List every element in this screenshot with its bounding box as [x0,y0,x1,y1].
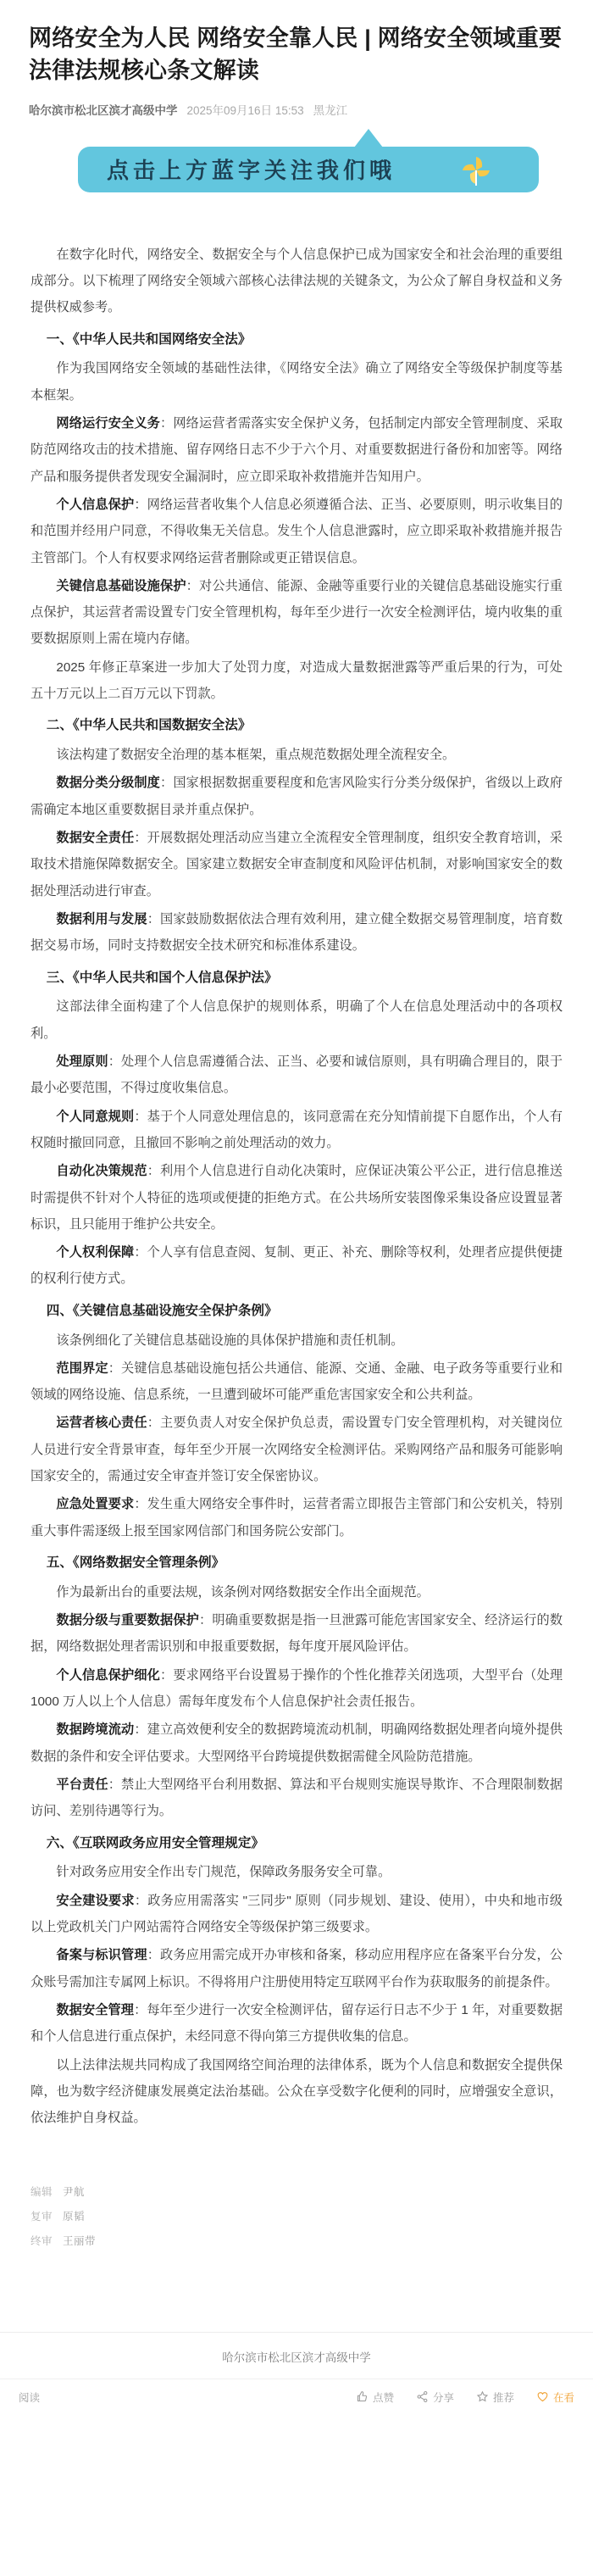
paragraph-lead: 自动化决策规范 [56,1164,147,1179]
body-paragraph [30,1716,563,1770]
body-paragraph [30,573,563,653]
thumbs-up-icon [356,2390,369,2403]
account-name[interactable]: 哈尔滨市松北区滨才高级中学 [29,103,178,117]
paragraph-text: ：政务应用需落实 "三同步" 原则（同步规划、建设、使用），中央和地市级以上党政机关门户网站需符合网络安全等级保护第三级要求。 [30,1893,563,1934]
credit-row [30,2205,563,2229]
paragraph-text: ：网络运营者收集个人信息必须遵循合法、正当、必要原则，明示收集目的和范围并经用户同意，不得收集无关信息。发生个人信息泄露时，应立即采取补救措施并报告主管部门。个人有权要求网络运营者删除或更正错误信息。 [30,497,563,565]
follow-banner[interactable] [0,147,593,213]
paragraph-text: 以上法律法规共同构成了我国网络空间治理的法律体系，既为个人信息和数据安全提供保障，也为数字经济健康发展奠定法治基础。公众在享受数字化便利的同时，应增强安全意识，依法维护自身权益。 [30,2057,563,2126]
like-label: 点赞 [372,2391,394,2404]
paragraph-text: 这部法律全面构建了个人信息保护的规则体系，明确了个人在信息处理活动中的各项权利。 [30,999,563,1041]
share-button[interactable] [416,2390,454,2405]
star-icon [476,2390,489,2403]
paragraph-text: ：发生重大网络安全事件时，运营者需立即报告主管部门和公安机关，特别重大事件需逐级上报至国家网信部门和国务院公安部门。 [30,1497,563,1538]
credit-row [30,2229,563,2254]
banner-text: 点击上方蓝字关注我们哦 [107,158,396,184]
paragraph-text: 2025 年修正草案进一步加大了处罚力度，对造成大量数据泄露等严重后果的行为，可处五十万元以上二百万元以下罚款。 [30,659,563,702]
banner-bubble[interactable] [78,147,539,192]
recommend-button[interactable] [476,2390,514,2405]
paragraph-text: ：国家根据数据重要程度和危害风险实行分类分级保护，省级以上政府需确定本地区重要数据目录并重点保护。 [30,776,563,817]
paragraph-text: ：要求网络平台设置易于操作的个性化推荐关闭选项，大型平台（处理 1000 万人以上个人信息）需每年度发布个人信息保护社会责任报告。 [30,1667,563,1710]
body-paragraph [30,492,563,571]
paragraph-lead: 数据跨境流动 [56,1722,135,1738]
heart-icon [536,2390,549,2403]
paragraph-text: 作为最新出台的重要法规，该条例对网络数据安全作出全面规范。 [56,1584,430,1600]
paragraph-lead: 处理原则 [56,1054,108,1069]
body-paragraph [30,1662,563,1716]
body-paragraph [30,1049,563,1102]
pinwheel-icon [459,153,493,187]
paragraph-lead: 数据分级与重要数据保护 [56,1613,199,1628]
body-paragraph [30,1579,563,1605]
read-label: 阅读 [19,2391,41,2404]
body-paragraph [30,1942,563,1995]
paragraph-lead: 范围界定 [56,1360,108,1376]
credit-row [30,2180,563,2205]
section-heading: 三、《中华人民共和国个人信息保护法》 [46,970,278,985]
region-label: 黑龙江 [313,103,348,117]
body-paragraph [30,1158,563,1238]
paragraph-text: ：主要负责人对安全保护负总责，需设置专门安全管理机构，对关键岗位人员进行安全背景审查，每年至少开展一次网络安全检测评估。采购网络产品和服务可能影响国家安全的，需通过安全审查并签订安全保密协议。 [30,1416,563,1484]
body-paragraph [30,1104,563,1157]
credit-label: 终审 [30,2234,53,2247]
bubble-dash [112,197,163,204]
credits-block [0,2133,593,2253]
page-title: 网络安全为人民 网络安全靠人民 | 网络安全领域重要法律法规核心条文解读 [29,25,563,84]
paragraph-text: ：对公共通信、能源、金融等重要行业的关键信息基础设施实行重点保护，其运营者需设置专门安全管理机构，每年至少进行一次安全检测评估，境内收集的重要数据原则上需在境内存储。 [30,578,563,647]
body-paragraph [30,1327,563,1354]
paragraph-lead: 个人信息保护细化 [56,1667,161,1683]
share-icon [416,2390,429,2403]
paragraph-text: ：政务应用需完成开办审核和备案，移动应用程序应在备案平台分发，公众账号需加注专属网上标识。不得将用户注册使用特定互联网平台作为获取服务的前提条件。 [30,1948,563,1989]
paragraph-text: ：关键信息基础设施包括公共通信、能源、交通、金融、电子政务等重要行业和领域的网络设施、信息系统，一旦遭到破坏可能严重危害国家安全和公共利益。 [30,1360,563,1403]
paragraph-text: ：开展数据处理活动应当建立全流程安全管理制度，组织安全教育培训，采取技术措施保障数据安全。国家建立数据安全审查制度和风险评估机制，对影响国家安全的数据处理活动进行审查。 [30,831,563,899]
section-heading: 一、《中华人民共和国网络安全法》 [46,331,252,347]
section-heading: 六、《互联网政务应用安全管理规定》 [46,1835,265,1850]
intro-paragraph: 在数字化时代，网络安全、数据安全与个人信息保护已成为国家安全和社会治理的重要组成部分。以下梳理了网络安全领域六部核心法律法规的关键条文，为公众了解自身权益和义务提供权威参考。 [30,247,563,315]
body-paragraph [30,1491,563,1544]
paragraph-text: 作为我国网络安全领域的基础性法律，《网络安全法》确立了网络安全等级保护制度等基本框架。 [30,361,563,403]
read-count [19,2390,40,2405]
body-paragraph [30,1772,563,1825]
paragraph-lead: 数据安全管理 [56,2002,135,2017]
article-footer [0,2332,593,2427]
paragraph-lead: 关键信息基础设施保护 [56,578,186,593]
section-heading: 五、《网络数据安全管理条例》 [46,1555,225,1571]
body-paragraph [30,1859,563,1885]
article-header [0,0,593,118]
paragraph-text: ：国家鼓励数据依法合理有效利用，建立健全数据交易管理制度，培育数据交易市场，同时支持数据安全技术研究和标准体系建设。 [30,912,563,954]
paragraph-text: ：建立高效便利安全的数据跨境流动机制，明确网络数据处理者向境外提供数据的条件和安全评估要求。大型网络平台跨境提供数据需健全风险防范措施。 [30,1722,563,1764]
credit-label: 复审 [30,2211,53,2223]
credit-name: 原韬 [63,2211,86,2223]
paragraph-text: ：处理个人信息需遵循合法、正当、必要和诚信原则，具有明确合理目的，限于最小必要范围，不得过度收集信息。 [30,1054,563,1096]
credit-label: 编辑 [30,2186,53,2199]
paragraph-lead: 个人同意规则 [56,1109,135,1124]
section-heading: 四、《关键信息基础设施安全保护条例》 [46,1303,278,1318]
bubble-tail-icon [354,129,383,147]
body-paragraph [30,2052,563,2132]
paragraph-lead: 网络运行安全义务 [56,415,161,431]
sections-container [30,326,563,2132]
body-paragraph [30,906,563,960]
paragraph-text: ：禁止大型网络平台利用数据、算法和平台规则实施误导欺诈、不合理限制数据访问、差别待遇等行为。 [30,1777,563,1819]
like-button[interactable] [356,2390,394,2405]
body-paragraph [30,654,563,708]
recommend-label: 推荐 [492,2391,514,2404]
paragraph-text: ：明确重要数据是指一旦泄露可能危害国家安全、经济运行的数据，网络数据处理者需识别和申报重要数据，每年度开展风险评估。 [30,1613,563,1655]
paragraph-lead: 数据安全责任 [56,831,135,846]
body-paragraph [30,1607,563,1661]
paragraph-lead: 个人权利保障 [56,1245,135,1260]
paragraph-lead: 个人信息保护 [56,497,135,512]
publish-date: 2025年09月16日 15:53 [186,103,304,117]
body-paragraph [30,825,563,904]
section-heading: 二、《中华人民共和国数据安全法》 [46,718,252,733]
body-paragraph [30,1888,563,1941]
action-bar [0,2378,593,2418]
share-label: 分享 [432,2391,454,2404]
body-paragraph [30,1410,563,1489]
paragraph-text: 该法构建了数据安全治理的基本框架，重点规范数据处理全流程安全。 [56,748,456,763]
body-paragraph [30,993,563,1047]
paragraph-text: ：个人享有信息查阅、复制、更正、补充、删除等权利，处理者应提供便捷的权利行使方式。 [30,1245,563,1287]
credit-name: 王丽带 [63,2234,97,2247]
paragraph-text: ：网络运营者需落实安全保护义务，包括制定内部安全管理制度、采取防范网络攻击的技术措施、留存网络日志不少于六个月、对重要数据进行备份和加密等。网络产品和服务提供者发现安全漏洞时，应立即采取补救措施并告知用户。 [30,415,563,484]
body-paragraph [30,355,563,409]
body-paragraph [30,742,563,768]
wow-button[interactable] [536,2390,574,2405]
body-paragraph [30,1239,563,1293]
credit-name: 尹航 [63,2186,86,2199]
paragraph-lead: 平台责任 [56,1777,108,1792]
body-paragraph [30,770,563,823]
wow-label: 在看 [552,2391,574,2404]
paragraph-text: ：每年至少进行一次安全检测评估，留存运行日志不少于 1 年，对重要数据和个人信息进行重点保护，未经同意不得向第三方提供收集的信息。 [30,2002,563,2045]
bubble-dot-small [100,198,106,203]
paragraph-text: ：利用个人信息进行自动化决策时，应保证决策公平公正，进行信息推送时需提供不针对个人特征的选项或便捷的拒绝方式。在公共场所安装图像采集设备应设置显著标识，且只能用于维护公共安全。 [30,1164,563,1232]
body-paragraph [30,1997,563,2050]
body-paragraph [30,410,563,490]
footer-school-name: 哈尔滨市松北区滨才高级中学 [0,2332,593,2378]
paragraph-lead: 应急处置要求 [56,1497,135,1512]
paragraph-lead: 备案与标识管理 [56,1948,147,1963]
paragraph-text: ：基于个人同意处理信息的，该同意需在充分知情前提下自愿作出，个人有权随时撤回同意，且撤回不影响之前处理活动的效力。 [30,1109,563,1150]
article-body [0,213,593,2132]
paragraph-text: 针对政务应用安全作出专门规范，保障政务服务安全可靠。 [56,1865,391,1880]
paragraph-text: 该条例细化了关键信息基础设施的具体保护措施和责任机制。 [56,1333,404,1348]
paragraph-lead: 运营者核心责任 [56,1416,147,1431]
paragraph-lead: 安全建设要求 [56,1893,135,1908]
body-paragraph [30,1355,563,1409]
paragraph-lead: 数据分类分级制度 [56,776,161,791]
article-meta [29,101,564,118]
paragraph-lead: 数据利用与发展 [56,912,147,926]
